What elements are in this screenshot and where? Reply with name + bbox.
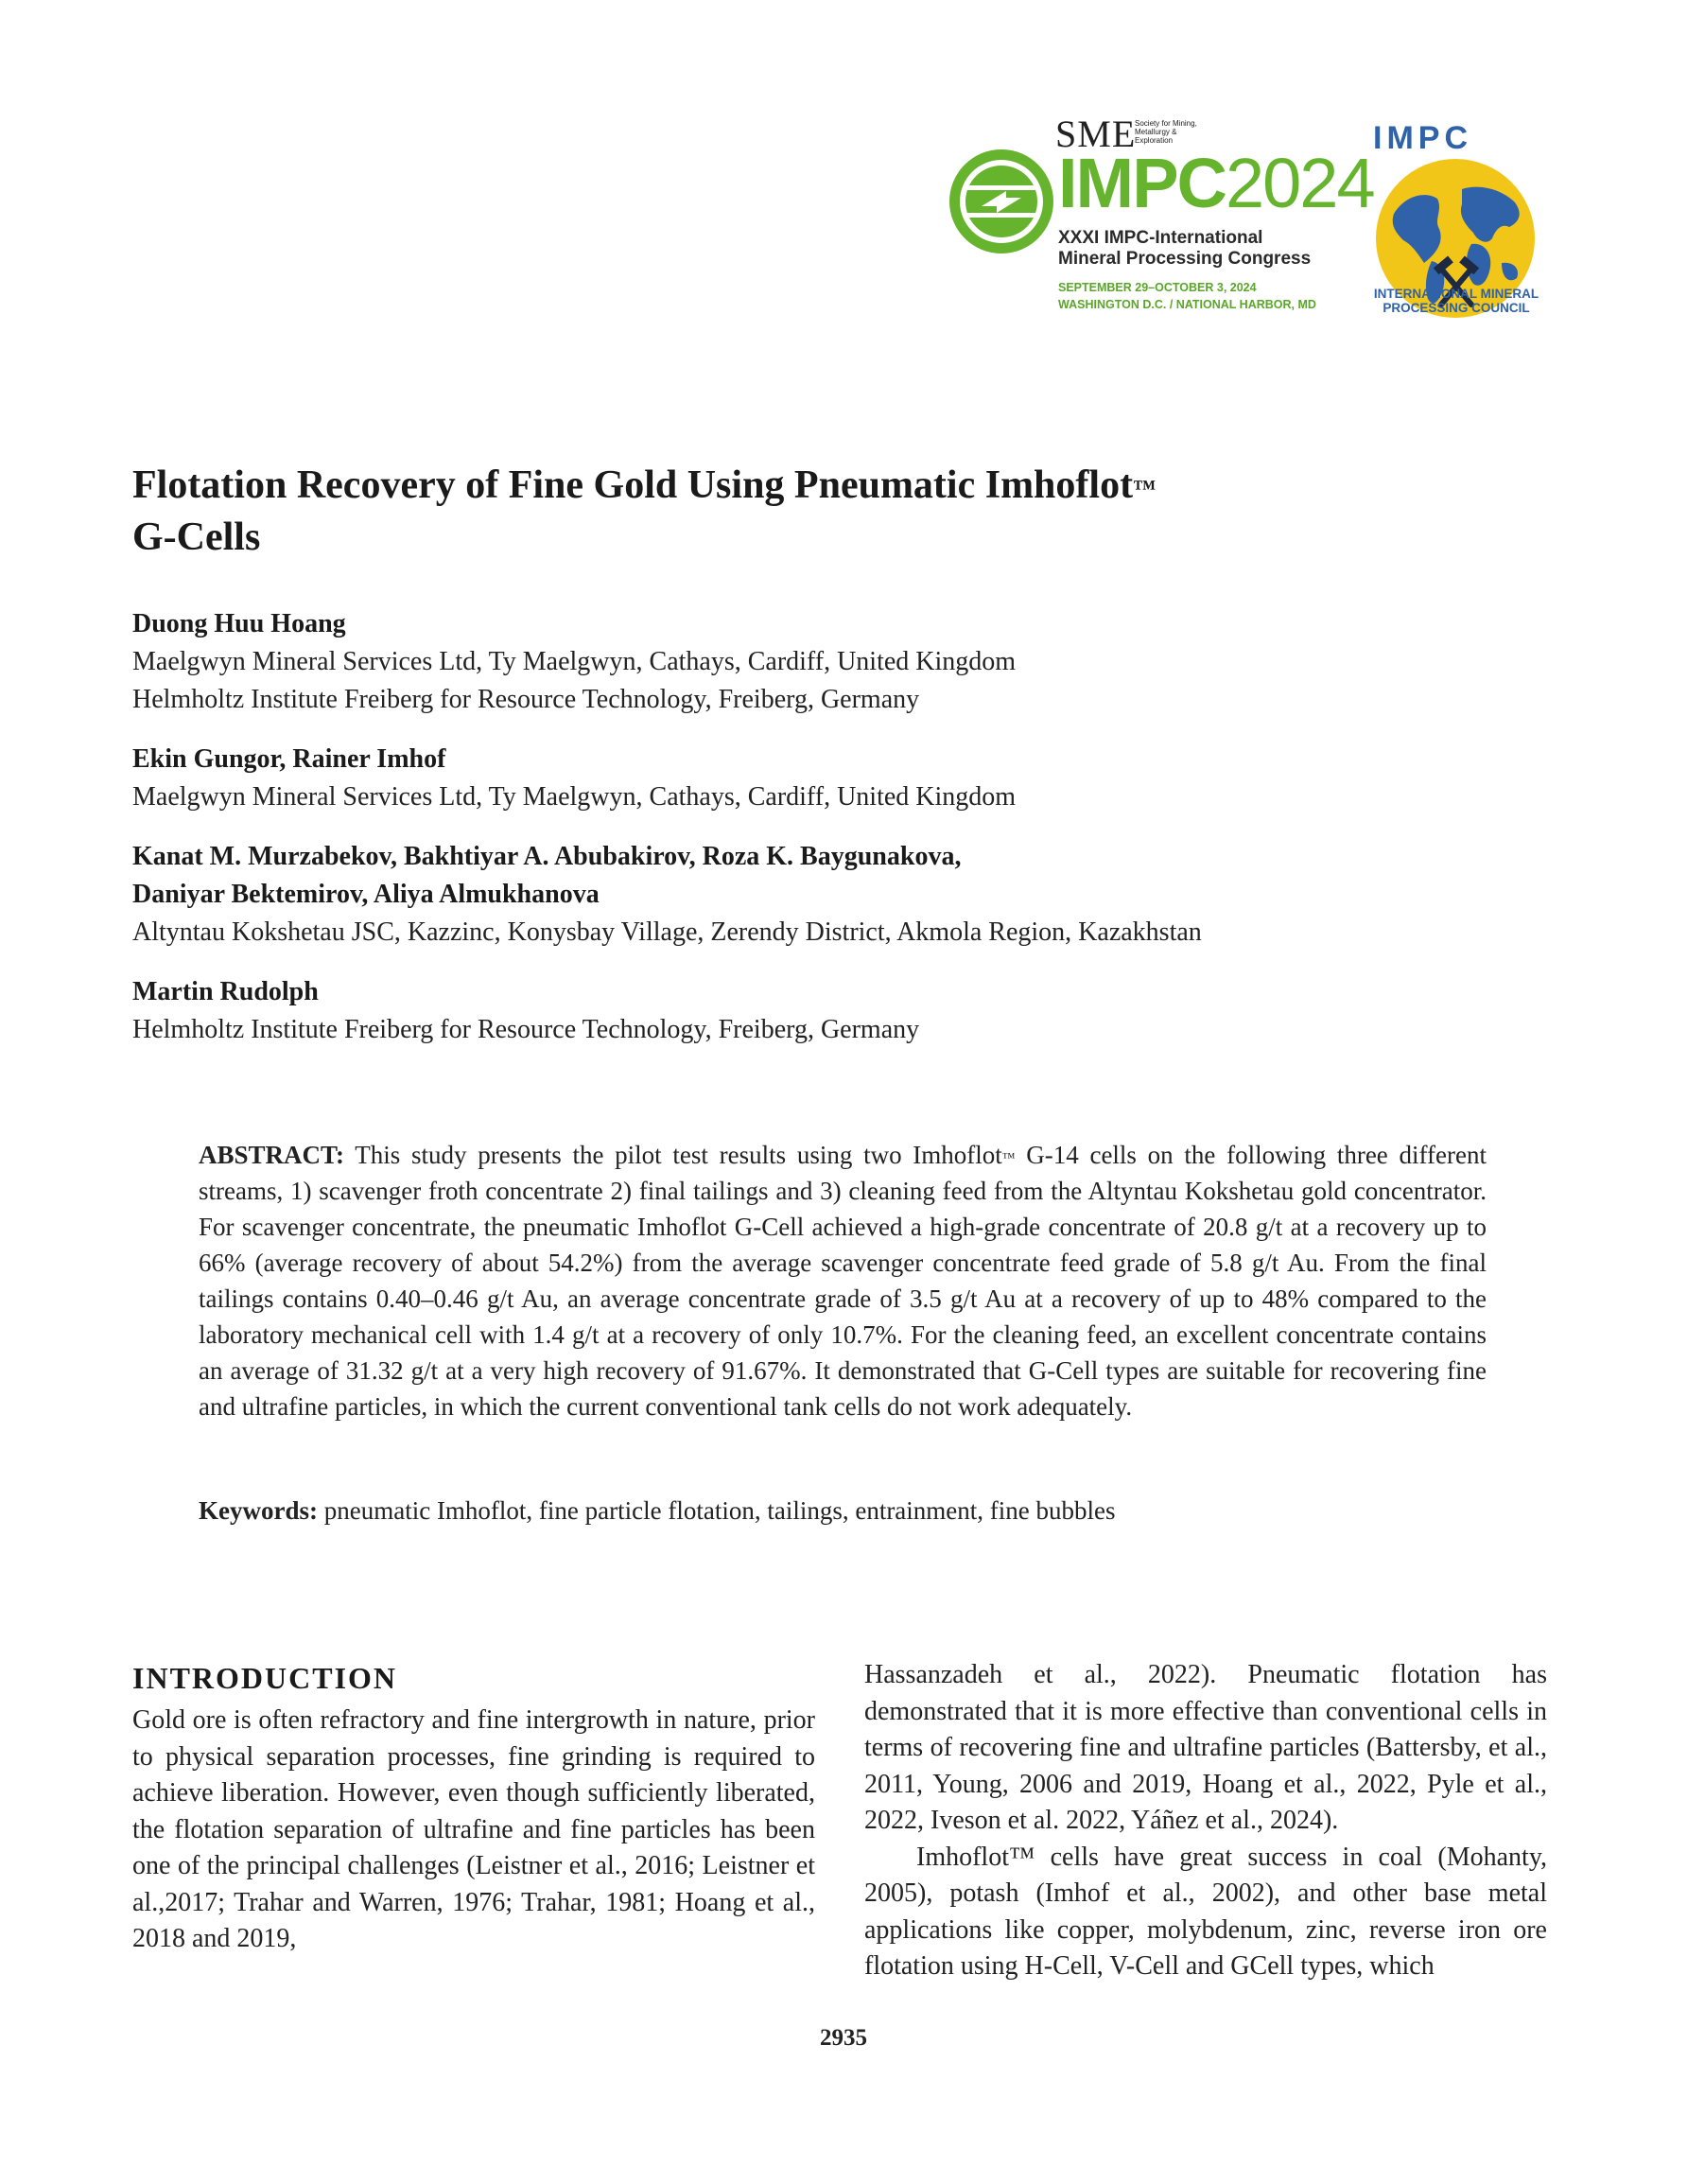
keywords-label: Keywords: [199, 1496, 318, 1525]
introduction-heading: INTRODUCTION [132, 1661, 398, 1695]
paper-title-line2: G-Cells [132, 515, 261, 559]
council-logo-word: IMPC [1373, 120, 1472, 156]
author-affiliation: Maelgwyn Mineral Services Ltd, Ty Maelgwyn, Cathays, Cardiff, United Kingdom [132, 647, 1017, 676]
impc-wordmark-text: IMPC [1058, 144, 1226, 222]
impc-wordmark-year: 2024 [1226, 144, 1374, 222]
trademark-symbol: ™ [1001, 1151, 1016, 1165]
right-column [864, 1657, 1547, 1985]
author-affiliation: Helmholtz Institute Freiberg for Resource Technology, Freiberg, Germany [132, 1015, 920, 1044]
abstract-label: ABSTRACT: [199, 1141, 345, 1169]
impc-congress-line1: XXXI IMPC-International [1058, 228, 1263, 248]
author-name: Kanat M. Murzabekov, Bakhtiyar A. Abubakirov, Roza K. Baygunakova, [132, 842, 962, 871]
intro-paragraph: Gold ore is often refractory and fine intergrowth in nature, prior to physical separation processes, fine grinding is required to achieve liberation. However, even though sufficiently liberated, the flotation separation of ultrafine and fine particles has been one of the principal challenges (Leistner et al., 2016; Leistner et al.,2017; Trahar and Warren, 1976; Trahar, 1981; Hoang et al., 2018 and 2019, [132, 1705, 815, 1953]
page-number: 2935 [820, 2025, 867, 2051]
sme-logo-subtitle: Society for Mining, Metallurgy & Exploration [1135, 119, 1197, 145]
sme-logo-word: SME [1055, 113, 1137, 155]
abstract-text-part2: G-14 cells on the following three different streams, 1) scavenger froth concentrate 2) final tailings and 3) cleaning feed from the Altyntau Kokshetau gold concentrator. For scavenger concentrate, the pneumatic Imhoflot G-Cell achieved a high-grade concentrate of 20.8 g/t at a recovery up to 66% (average recovery of about 54.2%) from the average scavenger concentrate feed grade of 5.8 g/t Au. From the final tailings contains 0.40–0.46 g/t Au, an average concentrate grade of 3.5 g/t Au at a recovery of up to 48% compared to the laboratory mechanical cell with 1.4 g/t at a recovery of only 10.7%. For the cleaning feed, an excellent concentrate contains an average of 31.32 g/t at a very high recovery of 91.67%. It demonstrated that G-Cell types are suitable for recovering fine and ultrafine particles, in which the current conventional tank cells do not work adequately. [199, 1141, 1487, 1421]
author-name: Ekin Gungor, Rainer Imhof [132, 744, 446, 774]
trademark-symbol: ™ [1133, 477, 1157, 501]
council-logo-line1: INTERNATIONAL MINERAL [1373, 287, 1539, 301]
impc-congress-location: WASHINGTON D.C. / NATIONAL HARBOR, MD [1058, 298, 1316, 311]
paper-title-line1: Flotation Recovery of Fine Gold Using Pneumatic Imhoflot [132, 463, 1134, 507]
impc-congress-line2: Mineral Processing Congress [1058, 249, 1312, 269]
left-column [132, 1703, 815, 1958]
intro-paragraph: Hassanzadeh et al., 2022). Pneumatic flotation has demonstrated that it is more effective than conventional cells in terms of recovering fine and ultrafine particles (Battersby, et al., 2011, Young, 2006 and 2019, Hoang et al., 2022, Pyle et al., 2022, Iveson et al. 2022, Yáñez et al., 2024). [864, 1660, 1547, 1835]
keywords [199, 1493, 1487, 1529]
author-name: Daniyar Bektemirov, Aliya Almukhanova [132, 880, 600, 909]
author-name: Martin Rudolph [132, 977, 319, 1006]
impc2024-wordmark [1058, 144, 1374, 222]
keywords-text: pneumatic Imhoflot, fine particle flotation, tailings, entrainment, fine bubbles [317, 1496, 1116, 1525]
impc2024-emblem-icon [948, 148, 1055, 255]
abstract [199, 1137, 1487, 1424]
author-affiliation: Helmholtz Institute Freiberg for Resource Technology, Freiberg, Germany [132, 685, 920, 714]
council-logo-line2: PROCESSING COUNCIL [1383, 301, 1530, 315]
author-affiliation: Maelgwyn Mineral Services Ltd, Ty Maelgwyn, Cathays, Cardiff, United Kingdom [132, 782, 1017, 812]
author-affiliation: Altyntau Kokshetau JSC, Kazzinc, Konysbay Village, Zerendy District, Akmola Region, Kazakhstan [132, 917, 1202, 947]
impc-congress-dates: SEPTEMBER 29–OCTOBER 3, 2024 [1058, 281, 1257, 294]
author-name: Duong Huu Hoang [132, 609, 346, 638]
intro-paragraph: Imhoflot™ cells have great success in coal (Mohanty, 2005), potash (Imhof et al., 2002), and other base metal applications like copper, molybdenum, zinc, reverse iron ore flotation using H-Cell, V-Cell and GCell types, which [864, 1842, 1547, 1981]
paper-title [132, 460, 1418, 564]
abstract-text-part1: This study presents the pilot test results using two Imhoflot [344, 1141, 1002, 1169]
